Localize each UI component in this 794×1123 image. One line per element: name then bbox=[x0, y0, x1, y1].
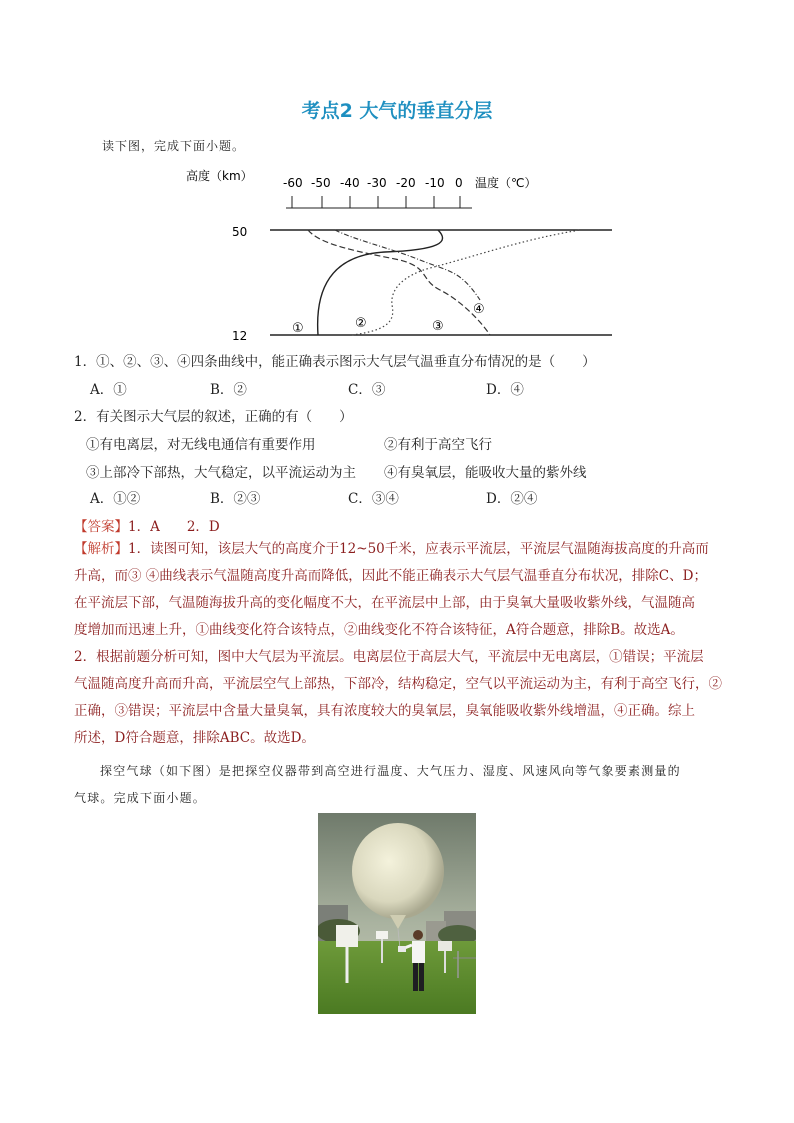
sounding-balloon-photo bbox=[318, 813, 476, 1014]
x-tick: -40 bbox=[340, 176, 360, 190]
q2-item-1: ①有电离层，对无线电通信有重要作用 bbox=[86, 437, 316, 453]
analysis-line-7: 正确，③错误；平流层中含量大量臭氧，具有浓度较大的臭氧层，臭氧能吸收紫外线增温，④正确。综上 bbox=[74, 703, 695, 719]
question-2-stem: 2．有关图示大气层的叙述，正确的有（ ） bbox=[74, 409, 353, 425]
passage-2-line-2: 气球。完成下面小题。 bbox=[74, 791, 207, 805]
y-tick-50: 50 bbox=[232, 225, 248, 239]
curve-4 bbox=[335, 230, 480, 300]
answer-line bbox=[74, 515, 220, 535]
analysis-line-2: 升高，而③ ④曲线表示气温随高度升高而降低，因此不能正确表示大气层气温垂直分布状况，排除C、D； bbox=[74, 568, 707, 584]
q2-option-c: C．③④ bbox=[348, 491, 399, 507]
curve-label-4: ④ bbox=[473, 302, 485, 317]
curve-3 bbox=[308, 230, 490, 335]
q2-item-3: ③上部冷下部热，大气稳定，以平流运动为主 bbox=[86, 465, 356, 481]
intro-text: 读下图，完成下面小题。 bbox=[102, 139, 246, 153]
analysis-line-1 bbox=[74, 536, 754, 563]
y-axis-label: 高度（km） bbox=[186, 169, 253, 183]
question-1-stem: 1．①、②、③、④四条曲线中，能正确表示图示大气层气温垂直分布情况的是（ ） bbox=[74, 354, 596, 370]
x-tick: 0 bbox=[455, 176, 463, 190]
x-axis-label: 温度（℃） bbox=[475, 176, 537, 190]
passage-2-line-1: 探空气球（如下图）是把探空仪器带到高空进行温度、大气压力、湿度、风速风向等气象要素测量的 bbox=[100, 764, 681, 778]
x-tick: -20 bbox=[396, 176, 416, 190]
analysis-line-3: 在平流层下部，气温随海拔升高的变化幅度不大，在平流层中上部，由于臭氧大量吸收紫外线，气温随高 bbox=[74, 595, 695, 611]
curve-label-3: ③ bbox=[432, 319, 444, 334]
analysis-text: 1．读图可知，该层大气的高度介于12~50千米，应表示平流层，平流层气温随海拔高度的升高而 bbox=[128, 541, 709, 557]
q1-option-c: C．③ bbox=[348, 382, 386, 398]
curve-label-1: ① bbox=[292, 321, 304, 336]
q2-option-d: D．②④ bbox=[486, 491, 538, 507]
curve-label-2: ② bbox=[355, 316, 367, 331]
q1-option-a: A．① bbox=[90, 382, 127, 398]
q1-option-d: D．④ bbox=[486, 382, 524, 398]
analysis-line-4: 度增加而迅速上升，①曲线变化符合该特点，②曲线变化不符合该特征，A符合题意，排除B。故选A。 bbox=[74, 622, 684, 638]
x-tick: -10 bbox=[425, 176, 445, 190]
q2-item-2: ②有利于高空飞行 bbox=[384, 437, 492, 453]
page-title: 考点2 大气的垂直分层 bbox=[301, 100, 493, 122]
analysis-line-5: 2．根据前题分析可知，图中大气层为平流层。电离层位于高层大气，平流层中无电离层，①错误；平流层 bbox=[74, 649, 704, 665]
q1-option-b: B．② bbox=[210, 382, 247, 398]
temperature-height-figure bbox=[180, 160, 620, 345]
answer-label: 【答案】 bbox=[74, 519, 128, 535]
analysis-line-8: 所述，D符合题意，排除ABC。故选D。 bbox=[74, 730, 315, 746]
x-tick: -60 bbox=[283, 176, 303, 190]
x-tick: -50 bbox=[311, 176, 331, 190]
y-tick-12: 12 bbox=[232, 329, 248, 343]
q2-item-4: ④有臭氧层，能吸收大量的紫外线 bbox=[384, 465, 587, 481]
q2-option-b: B．②③ bbox=[210, 491, 261, 507]
analysis-label: 【解析】 bbox=[74, 541, 128, 557]
axis-ticks bbox=[292, 196, 460, 208]
x-tick: -30 bbox=[367, 176, 387, 190]
analysis-line-6: 气温随高度升高而升高，平流层空气上部热，下部冷，结构稳定，空气以平流运动为主，有利于高空飞行，② bbox=[74, 676, 722, 692]
q2-option-a: A．①② bbox=[90, 491, 141, 507]
answer-text: 1．A 2．D bbox=[128, 519, 220, 535]
analysis-block bbox=[74, 536, 754, 752]
